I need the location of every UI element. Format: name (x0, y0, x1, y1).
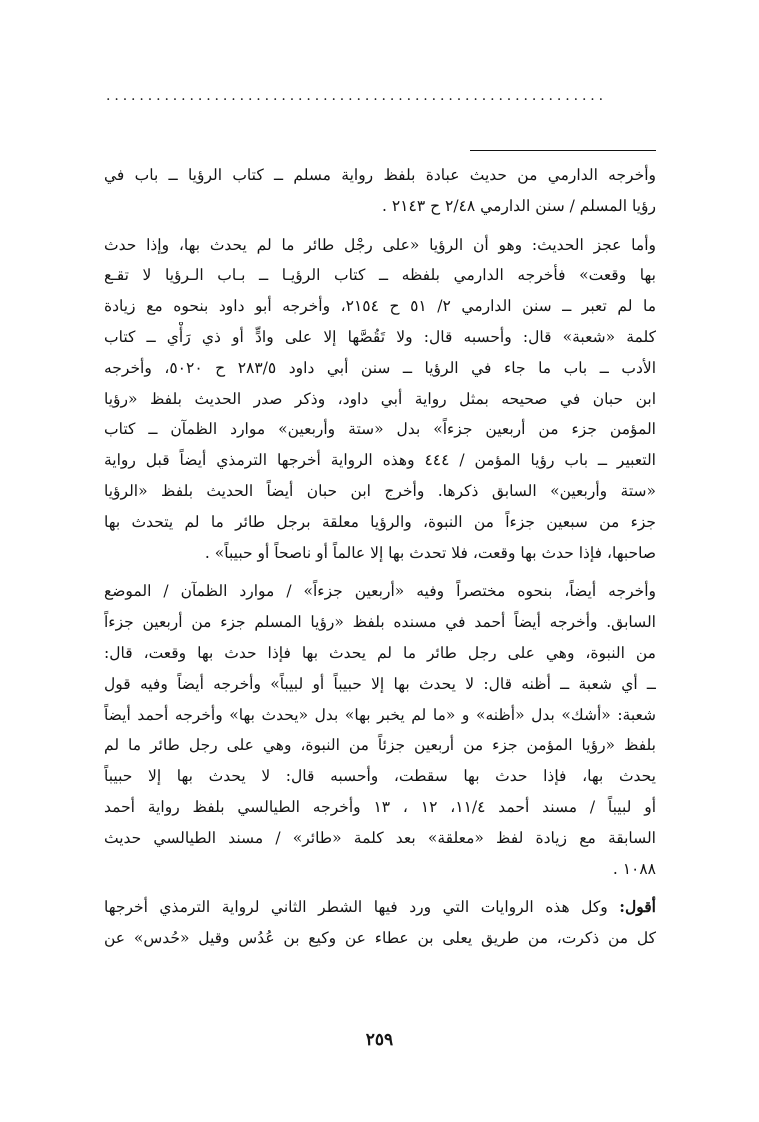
text-line: ١٠٨٨ . (612, 859, 656, 878)
text-line: الأدب ــ باب ما جاء في الرؤيا ــ سنن أبي داود ٢٨٣/٥ ح ٥٠٢٠، وأخرجه (104, 358, 656, 377)
text-line: وأما عجز الحديث: وهو أن الرؤيا «على رجْل طائر ما لم يحدث بها، وإذا حدث (104, 235, 656, 254)
text-line: ما لم تعبر ــ سنن الدارمي ٢/ ٥١ ح ٢١٥٤، وأخرجه أبو داود بنحوه مع زيادة (104, 297, 656, 316)
dot-leader: ............................................................ (106, 88, 608, 104)
text-line: بها وقعت» فأخرجه الدارمي بلفظه ــ كتاب الرؤيـا ــ بـاب الـرؤيا لا تقـع (104, 266, 656, 285)
paragraph-darimi (104, 160, 656, 222)
text-line: يحدث بها، فإذا حدث بها سقطت، وأحسبه قال: لا يحدث بها إلا حبيباً (104, 767, 656, 786)
text-line: جزء من سبعين جزءاً من النبوة، والرؤيا معلقة برجل طائر ما لم يتحدث بها (104, 512, 656, 531)
text-line: كل من ذكرت، من طريق يعلى بن عطاء عن وكيع بن عُدُس وقيل «حُدس» عن (104, 929, 656, 948)
paragraph-hadith-end (104, 230, 656, 569)
lead-line-rest: وكل هذه الروايات التي ورد فيها الشطر الثاني لرواية الترمذي أخرجها (104, 898, 620, 917)
text-line: بلفظ «رؤيا المؤمن جزء من أربعين جزئاً من النبوة، وهي على رجل طائر ما لم (104, 736, 656, 755)
text-line: السابقة مع زيادة لفظ «معلقة» بعد كلمة «طائر» / مسند الطيالسي حديث (104, 828, 656, 847)
text-line: «ستة وأربعين» السابق ذكرها. وأخرج ابن حبان أيضاً الحديث بلفظ «الرؤيا (104, 481, 656, 500)
text-line: كلمة «شعبة» قال: وأحسبه قال: ولا تَقُصَّها إلا على وادٍّ أو ذي رَأْي ــ كتاب (104, 327, 656, 346)
lead-word: أقول: (619, 897, 656, 917)
text-line (104, 892, 656, 923)
text-line: شعبة: «أشك» بدل «أظنه» و «ما لم يخبر بها» بدل «يحدث بها» وأخرجه أحمد أيضاً (104, 705, 656, 724)
text-line: السابق. وأخرجه أيضاً أحمد في مسنده بلفظ «رؤيا المسلم جزء من أربعين جزءاً (104, 613, 656, 632)
text-line: ــ أي شعبة ــ أظنه قال: لا يحدث بها إلا حبيباً أو لبيباً» وأخرجه أيضاً وفيه قول (104, 674, 656, 693)
text-line: رؤيا المسلم / سنن الدارمي ٢/٤٨ ح ٢١٤٣ . (381, 196, 656, 215)
paragraph-aqool (104, 892, 656, 954)
text-line: المؤمن جزء من أربعين جزءاً» بدل «ستة وأربعين» موارد الظمآن ــ كتاب (104, 420, 656, 439)
text-line: التعبير ــ باب رؤيا المؤمن / ٤٤٤ وهذه الرواية أخرجها الترمذي أيضاً قبل رواية (104, 451, 656, 470)
text-line: صاحبها، فإذا حدث بها وقعت، فلا تحدث بها إلا عالماً أو ناصحاً أو حبيباً» . (204, 543, 656, 562)
text-line: من النبوة، وهي على رجل طائر ما لم يحدث بها فإذا حدث بها وقعت، قال: (104, 643, 656, 662)
paragraph-ahmad (104, 576, 656, 884)
footnote-separator (470, 150, 656, 151)
page-number: ٢٥٩ (365, 1030, 394, 1050)
text-line: وأخرجه الدارمي من حديث عبادة بلفظ رواية مسلم ــ كتاب الرؤيا ــ باب في (104, 166, 656, 184)
footnote-body (104, 160, 656, 962)
text-line: وأخرجه أيضاً، بنحوه مختصراً وفيه «أربعين جزءاً» / موارد الظمآن / الموضع (104, 582, 656, 601)
text-line: أو لبيباً / مسند أحمد ١١/٤، ١٢ ، ١٣ وأخرجه الطيالسي بلفظ رواية أحمد (104, 797, 656, 816)
text-line: ابن حبان في صحيحه بمثل رواية أبي داود، وذكر صدر الحديث بلفظ «رؤيا (104, 389, 656, 408)
